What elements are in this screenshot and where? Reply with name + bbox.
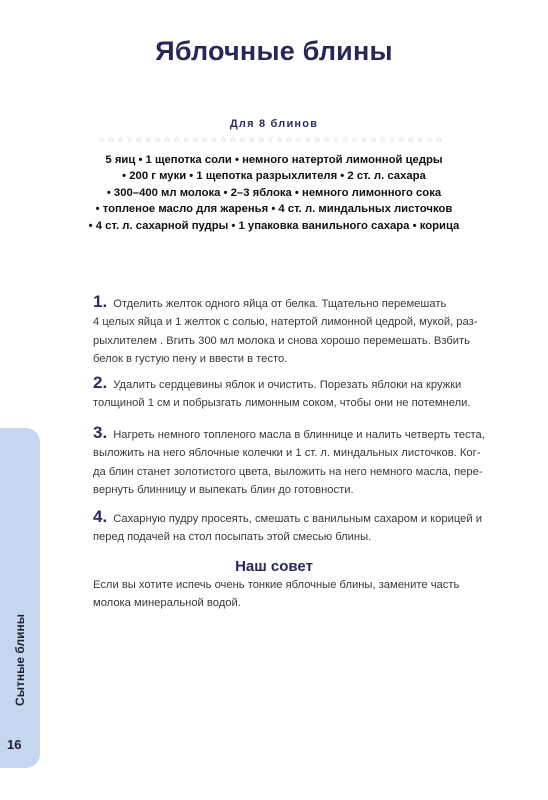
step-text-line: выложить на него яблочные колечки и 1 ст. л. миндальных листочков. Ког- xyxy=(93,447,481,460)
ingredient-line: • 4 ст. л. сахарной пудры • 1 упаковка ванильного сахара • корица xyxy=(88,219,460,232)
decorative-stars-divider: ☆☆☆☆☆☆☆☆☆☆☆☆☆☆☆☆☆☆☆☆☆☆☆☆☆☆☆☆☆☆☆☆☆☆☆☆☆ xyxy=(98,135,445,144)
step-text-line: Удалить сердцевины яблок и очистить. Порезать яблоки на кружки xyxy=(113,379,462,391)
step-3 xyxy=(93,424,513,500)
recipe-title: Яблочные блины xyxy=(155,36,393,66)
ingredient-line: 5 яиц • 1 щепотка соли • немного натертой лимонной цедры xyxy=(105,154,443,166)
ingredient-line: • 200 г муки • 1 щепотка разрыхлителя • 2 ст. л. сахара xyxy=(122,170,426,183)
step-2 xyxy=(93,374,513,413)
step-number: 1. xyxy=(93,292,108,311)
ingredients-list xyxy=(0,152,548,234)
step-text-line: вернуть блинницу и выпекать блин до готовности. xyxy=(93,484,354,497)
servings-label: Для 8 блинов xyxy=(229,118,319,130)
step-text-line: Сахарную пудру просеять, смешать с ванильным сахаром и корицей и xyxy=(113,513,482,525)
step-text-line: 4 целых яйца и 1 желток с солью, натертой лимонной цедрой, мукой, раз- xyxy=(93,316,478,329)
tip-text-line: Если вы хотите испечь очень тонкие яблочные блины, замените часть xyxy=(93,579,460,591)
step-text-line: да блин станет золотистого цвета, выложить на него немного масла, пере- xyxy=(93,465,483,478)
chapter-side-tab xyxy=(0,428,40,768)
tip-heading: Наш совет xyxy=(235,558,313,575)
ingredient-line: • топленое масло для жаренья • 4 ст. л. миндальных листочков xyxy=(95,203,453,216)
tip-text-line: молока минеральной водой. xyxy=(93,597,241,610)
step-number: 3. xyxy=(93,423,108,442)
step-1 xyxy=(93,293,513,369)
chapter-label: Сытные блины xyxy=(13,614,27,706)
step-number: 2. xyxy=(93,373,108,392)
step-text-line: Отделить желток одного яйца от белка. Тщательно перемешать xyxy=(113,298,447,310)
step-4 xyxy=(93,508,513,547)
step-text-line: белок в густую пену и ввести в тесто. xyxy=(93,353,288,366)
step-text-line: рыхлителем . Вгить 300 мл молока и снова хорошо перемешать. Взбить xyxy=(93,334,470,347)
tip-text xyxy=(93,576,513,613)
ingredient-line: • 300–400 мл молока • 2–3 яблока • немного лимонного сока xyxy=(106,186,442,199)
step-text-line: Нагреть немного топленого масла в блиннице и налить четверть теста, xyxy=(113,429,485,441)
step-text-line: перед подачей на стол посыпать этой смесью блины. xyxy=(93,531,372,544)
page-number: 16 xyxy=(7,737,22,752)
step-text-line: толщиной 1 см и побрызгать лимонным соком, чтобы они не потемнели. xyxy=(93,397,471,410)
step-number: 4. xyxy=(93,507,108,526)
